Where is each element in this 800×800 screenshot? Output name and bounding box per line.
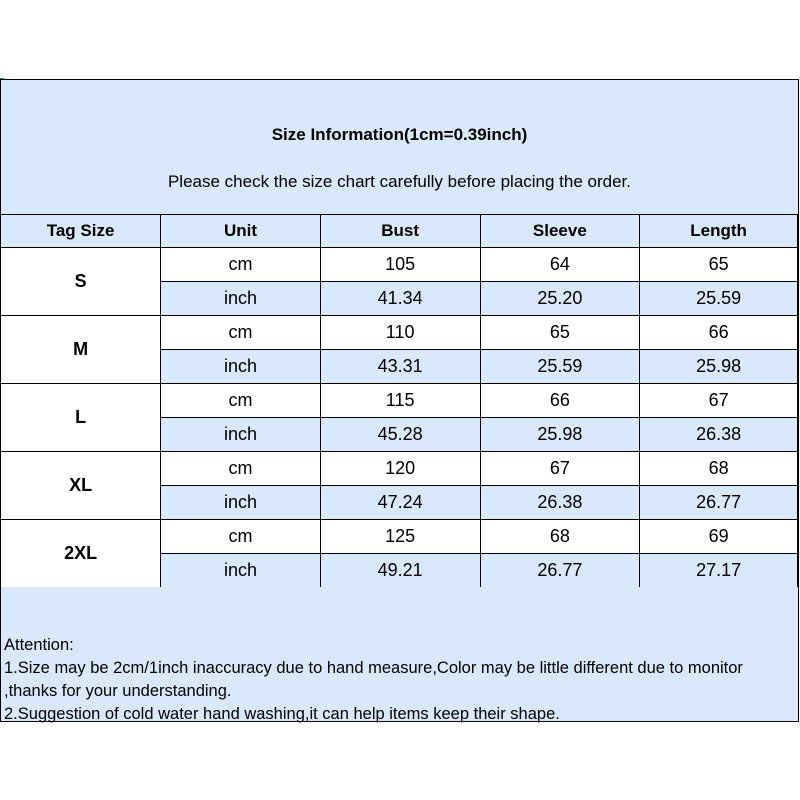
header-bust: Bust bbox=[320, 215, 480, 248]
unit-cell: inch bbox=[161, 350, 321, 384]
length-cell: 68 bbox=[640, 452, 798, 486]
attention-line-1: 1.Size may be 2cm/1inch inaccuracy due to hand measure,Color may be little different due to monitor bbox=[4, 659, 743, 677]
table-header-row bbox=[1, 215, 798, 248]
bust-cell: 115 bbox=[320, 384, 480, 418]
sleeve-cell: 66 bbox=[480, 384, 640, 418]
unit-cell: cm bbox=[161, 520, 321, 554]
sleeve-cell: 68 bbox=[480, 520, 640, 554]
header-length: Length bbox=[640, 215, 798, 248]
length-cell: 25.59 bbox=[640, 282, 798, 316]
header-unit: Unit bbox=[161, 215, 321, 248]
sleeve-cell: 67 bbox=[480, 452, 640, 486]
header-sleeve: Sleeve bbox=[480, 215, 640, 248]
sleeve-cell: 25.59 bbox=[480, 350, 640, 384]
table-row bbox=[1, 520, 798, 554]
bust-cell: 120 bbox=[320, 452, 480, 486]
unit-cell: cm bbox=[161, 452, 321, 486]
unit-cell: inch bbox=[161, 282, 321, 316]
size-table bbox=[1, 214, 798, 588]
header-tag-size: Tag Size bbox=[1, 215, 161, 248]
unit-cell: cm bbox=[161, 248, 321, 282]
size-chart-sheet bbox=[0, 79, 799, 722]
size-label: XL bbox=[1, 452, 161, 520]
size-label: L bbox=[1, 384, 161, 452]
notice-band bbox=[1, 148, 798, 215]
notice-text: Please check the size chart carefully before placing the order. bbox=[167, 172, 632, 191]
bust-cell: 49.21 bbox=[320, 554, 480, 588]
attention-line-1-continued: ,thanks for your understanding. bbox=[4, 682, 232, 700]
title-band bbox=[1, 80, 798, 149]
unit-cell: inch bbox=[161, 486, 321, 520]
sleeve-cell: 25.98 bbox=[480, 418, 640, 452]
size-label: 2XL bbox=[1, 520, 161, 588]
bust-cell: 110 bbox=[320, 316, 480, 350]
bust-cell: 47.24 bbox=[320, 486, 480, 520]
sleeve-cell: 64 bbox=[480, 248, 640, 282]
sleeve-cell: 25.20 bbox=[480, 282, 640, 316]
attention-band bbox=[1, 587, 798, 721]
unit-cell: inch bbox=[161, 418, 321, 452]
unit-cell: cm bbox=[161, 384, 321, 418]
length-cell: 26.38 bbox=[640, 418, 798, 452]
length-cell: 25.98 bbox=[640, 350, 798, 384]
table-row bbox=[1, 316, 798, 350]
length-cell: 27.17 bbox=[640, 554, 798, 588]
table-row bbox=[1, 452, 798, 486]
sleeve-cell: 26.38 bbox=[480, 486, 640, 520]
length-cell: 26.77 bbox=[640, 486, 798, 520]
length-cell: 66 bbox=[640, 316, 798, 350]
size-label: M bbox=[1, 316, 161, 384]
length-cell: 65 bbox=[640, 248, 798, 282]
bust-cell: 105 bbox=[320, 248, 480, 282]
length-cell: 69 bbox=[640, 520, 798, 554]
sleeve-cell: 65 bbox=[480, 316, 640, 350]
bust-cell: 41.34 bbox=[320, 282, 480, 316]
unit-cell: cm bbox=[161, 316, 321, 350]
table-row bbox=[1, 384, 798, 418]
sleeve-cell: 26.77 bbox=[480, 554, 640, 588]
unit-cell: inch bbox=[161, 554, 321, 588]
attention-heading: Attention: bbox=[4, 636, 74, 654]
bust-cell: 125 bbox=[320, 520, 480, 554]
attention-notes bbox=[4, 634, 743, 726]
chart-title: Size Information(1cm=0.39inch) bbox=[271, 125, 528, 144]
size-label: S bbox=[1, 248, 161, 316]
bust-cell: 43.31 bbox=[320, 350, 480, 384]
attention-line-2: 2.Suggestion of cold water hand washing,it can help items keep their shape. bbox=[4, 705, 560, 723]
length-cell: 67 bbox=[640, 384, 798, 418]
bust-cell: 45.28 bbox=[320, 418, 480, 452]
table-row bbox=[1, 248, 798, 282]
